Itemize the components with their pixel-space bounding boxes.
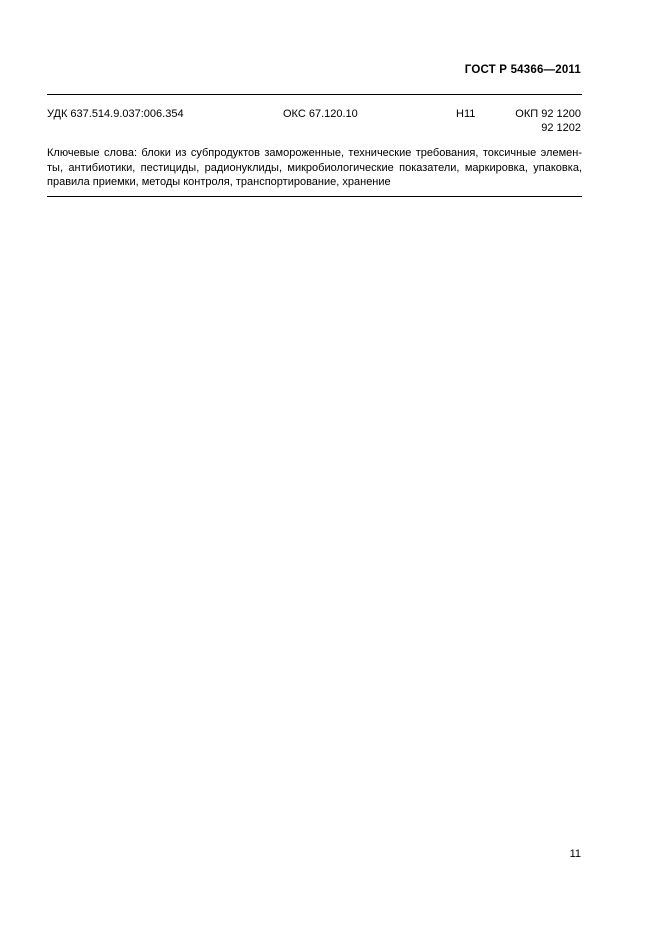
udk-code: УДК 637.514.9.037:006.354 — [47, 108, 184, 120]
oks-code: ОКС 67.120.10 — [283, 108, 358, 120]
keywords-line-2: ты, антибиотики, пестициды, радионуклиды, микробиологические показатели, маркировка, упаковка, — [47, 161, 582, 174]
keywords-line-3: правила приемки, методы контроля, транспортирование, хранение — [47, 176, 391, 188]
page-number: 11 — [569, 848, 581, 860]
okp-code-line-2: 92 1202 — [541, 122, 581, 134]
okp-code-line-1: ОКП 92 1200 — [515, 108, 581, 120]
keywords-paragraph — [47, 146, 582, 190]
group-code: Н11 — [456, 108, 476, 120]
top-divider — [47, 94, 582, 95]
document-code: ГОСТ Р 54366—2011 — [464, 64, 581, 76]
okp-codes — [515, 107, 581, 135]
keywords-line-1: Ключевые слова: блоки из субпродуктов замороженные, технические требования, токсичные элемен- — [47, 147, 582, 159]
bottom-divider — [47, 196, 582, 197]
